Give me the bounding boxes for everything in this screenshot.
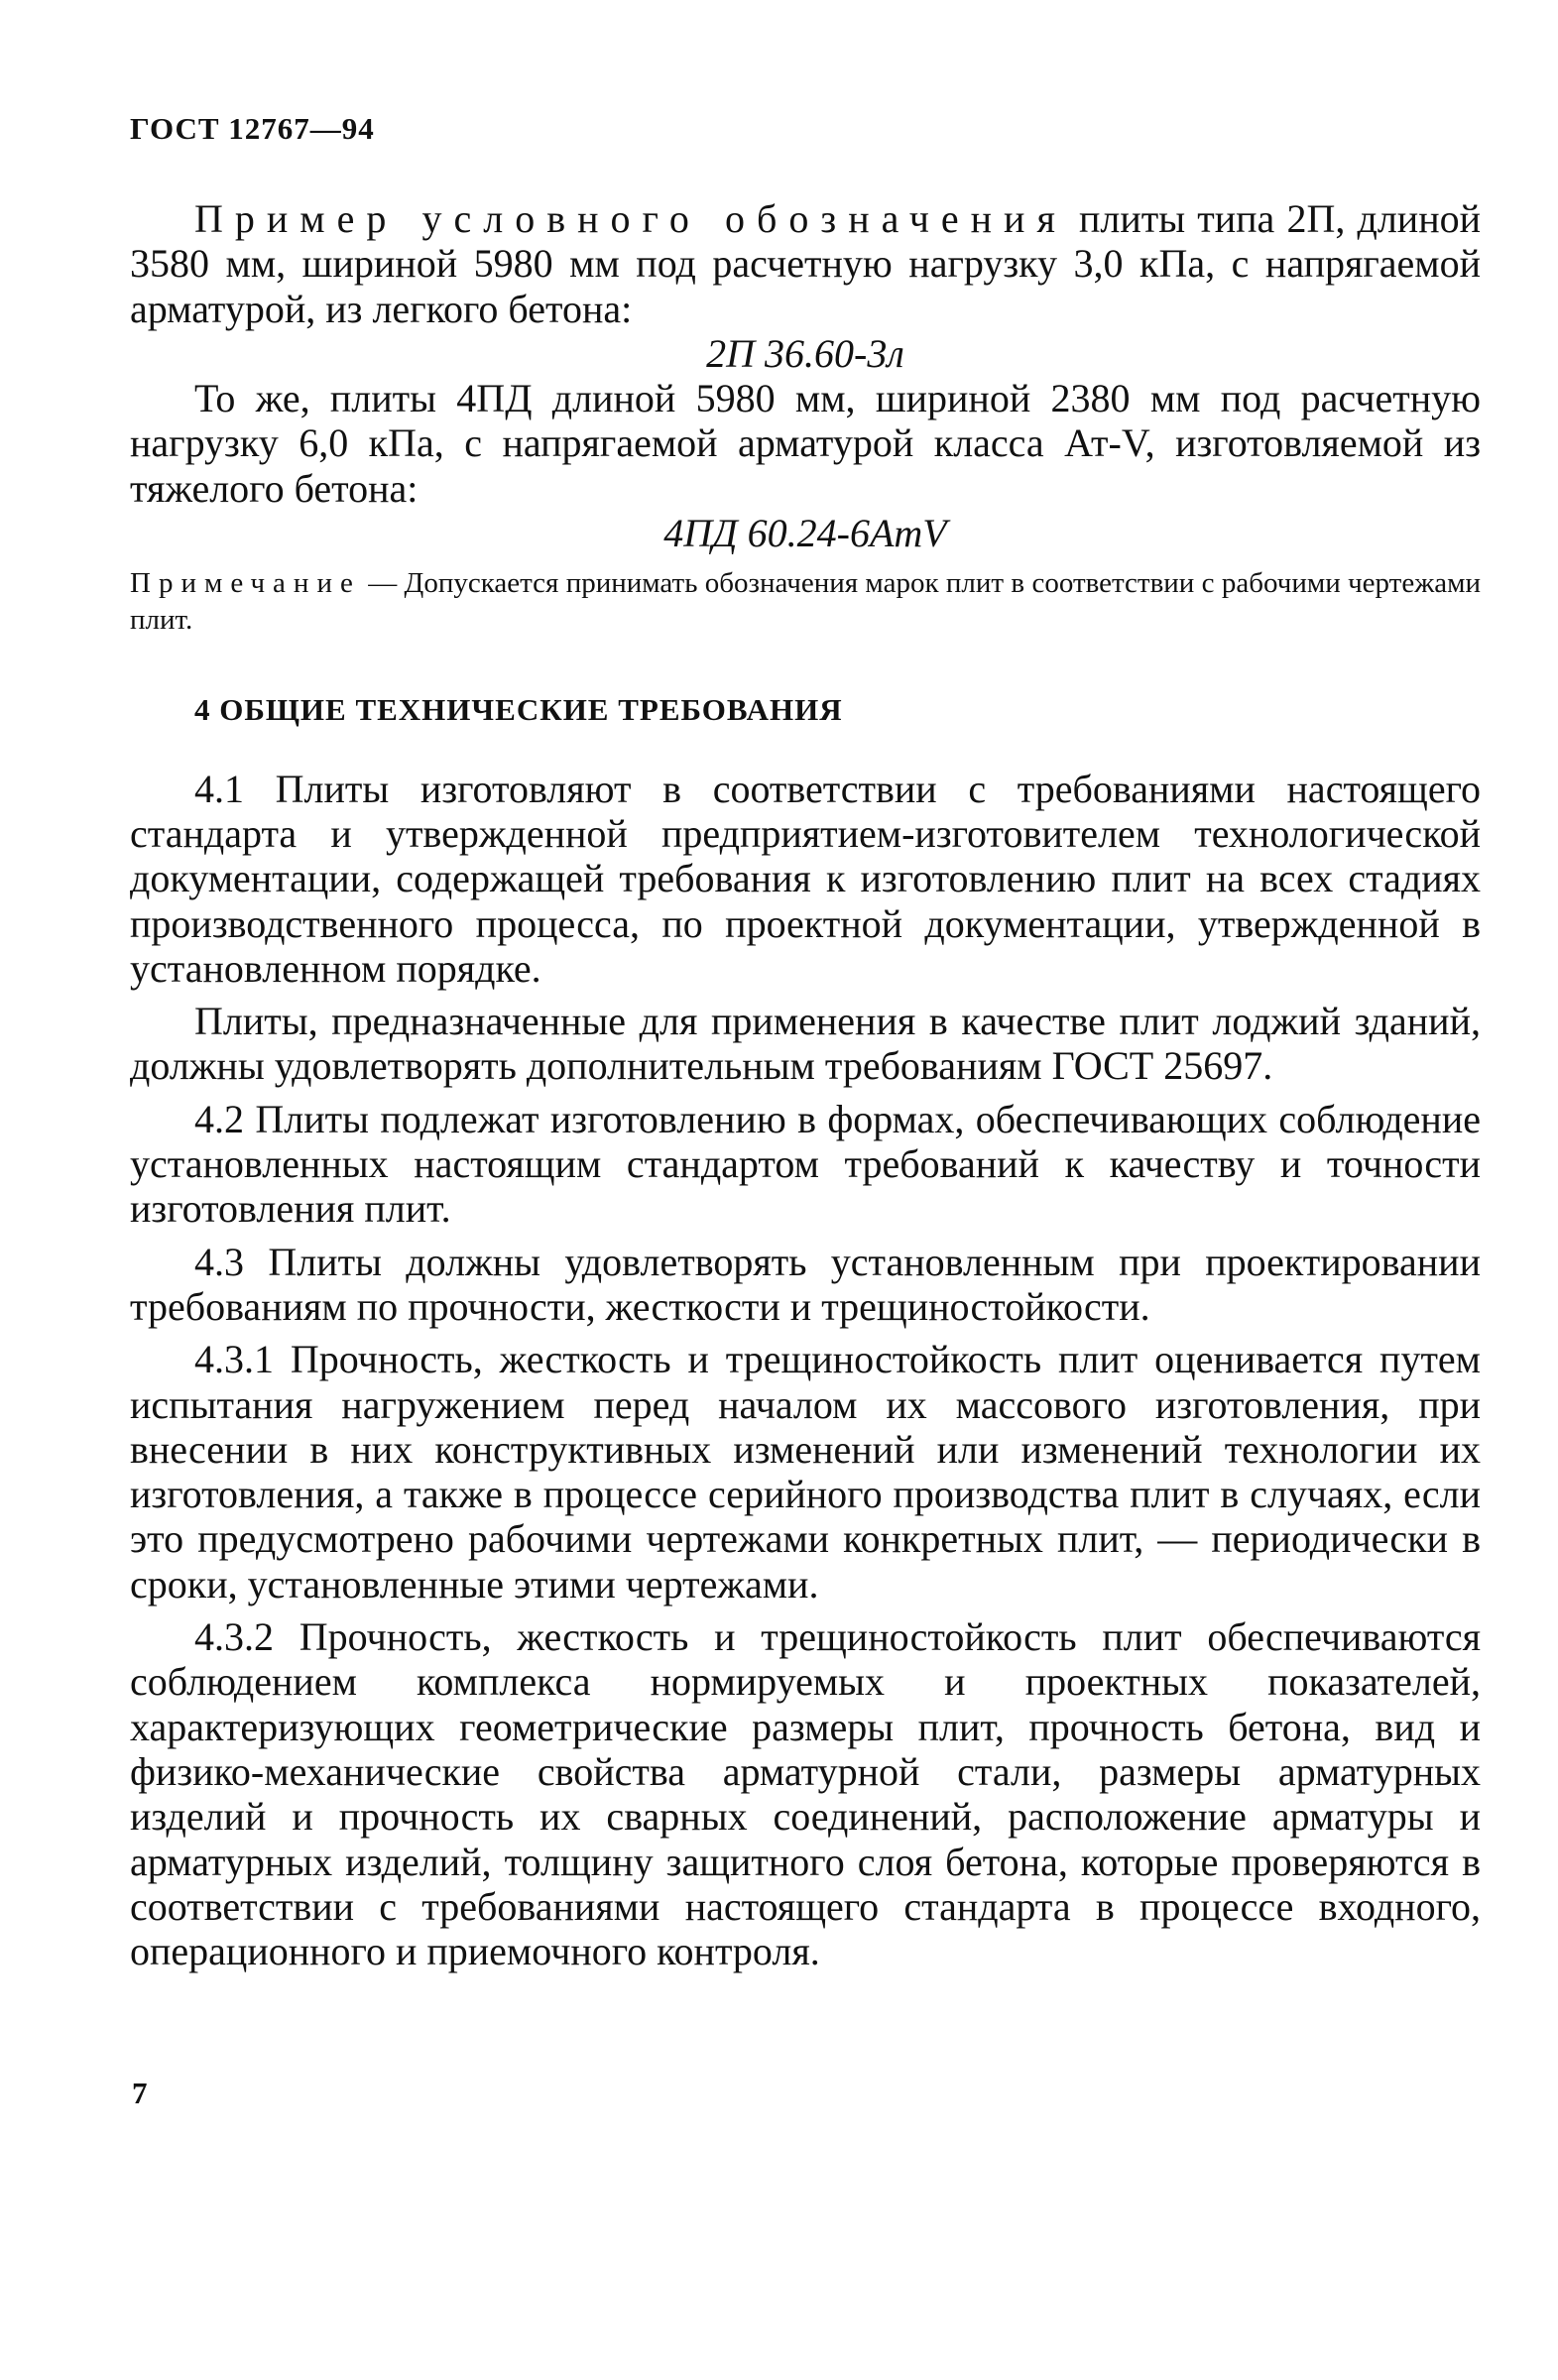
note (130, 565, 1481, 639)
designation-example-1: 2П 36.60-3л (706, 330, 904, 376)
paragraph-4-1: 4.1 Плиты изготовляют в соответствии с требованиями настоящего стандарта и утвержденной предприятием-изготовителем технологической документации, содержащей требования к изготовлению плит на всех стадиях производственного процесса, по проектной документации, утвержденной в установленном порядке. (130, 766, 1481, 991)
document-body (130, 196, 1481, 1973)
example-lead: Пример условного обозначения (194, 196, 1067, 241)
note-text: — Допускается принимать обозначения марок плит в соответствии с рабочими чертежами плит. (130, 567, 1481, 637)
designation-example-2: 4ПД 60.24-6АтV (663, 511, 947, 556)
paragraph-4-2: 4.2 Плиты подлежат изготовлению в формах, обеспечивающих соблюдение установленных настоящим стандартом требований к качеству и точности изготовления плит. (130, 1096, 1481, 1232)
paragraph-4-3: 4.3 Плиты должны удовлетворять установленным при проектировании требованиям по прочности, жесткости и трещиностойкости. (130, 1239, 1481, 1329)
paragraph-4-3-2: 4.3.2 Прочность, жесткость и трещиностойкость плит обеспечиваются соблюдением комплекса нормируемых и проектных показателей, характеризующих геометрические размеры плит, прочность бетона, вид и физико-механические свойства арматурной стали, размеры арматурных изделий и прочность их сварных соединений, расположение арматуры и арматурных изделий, толщину защитного слоя бетона, которые проверяются в соответствии с требованиями настоящего стандарта в процессе входного, операционного и приемочного контроля. (130, 1614, 1481, 1974)
example-paragraph-2: То же, плиты 4ПД длиной 5980 мм, шириной 2380 мм под расчетную нагрузку 6,0 кПа, с напрягаемой арматурой класса Ат-V, изготовляемой из тяжелого бетона: (130, 376, 1481, 511)
paragraph-4-3-1: 4.3.1 Прочность, жесткость и трещиностойкость плит оценивается путем испытания нагружением перед началом их массового изготовления, при внесении в них конструктивных изменений или изменений технологии их изготовления, а также в процессе серийного производства плит в случаях, если это предусмотрено рабочими чертежами конкретных плит, — периодически в сроки, установленные этими чертежами. (130, 1337, 1481, 1606)
example-text: плиты типа 2П, длиной 3580 мм, шириной 5980 мм под расчетную нагрузку 3,0 кПа, с напрягаемой арматурой, из легкого бетона: (130, 196, 1482, 331)
document-header: ГОСТ 12767—94 (130, 111, 375, 146)
page-number: 7 (132, 2076, 148, 2110)
paragraph-4-1-b: Плиты, предназначенные для применения в качестве плит лоджий зданий, должны удовлетворять дополнительным требованиям ГОСТ 25697. (130, 999, 1481, 1089)
note-label: Примечание (130, 567, 361, 600)
example-paragraph (130, 196, 1481, 331)
section-title: 4 ОБЩИЕ ТЕХНИЧЕСКИЕ ТРЕБОВАНИЯ (194, 692, 843, 728)
